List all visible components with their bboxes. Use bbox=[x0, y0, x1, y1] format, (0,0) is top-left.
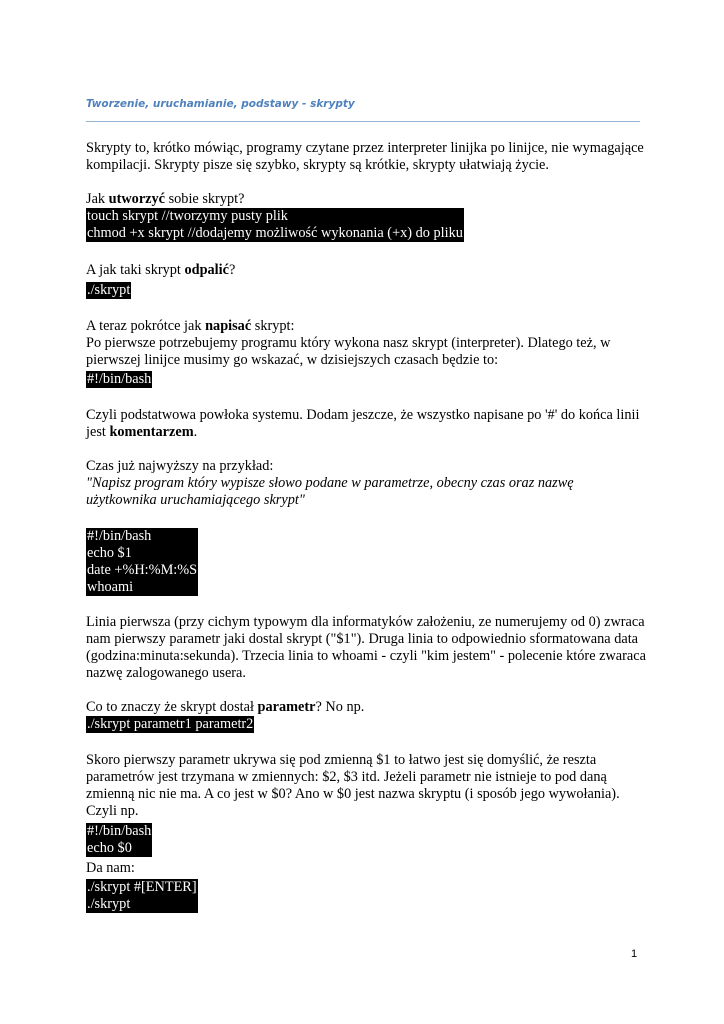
code-block-output bbox=[86, 879, 198, 913]
code-block-shebang bbox=[86, 371, 152, 388]
question-parameter-pre: Co to znaczy że skrypt dostał bbox=[86, 699, 258, 715]
example-intro: Czas już najwyższy na przykład: bbox=[86, 458, 274, 474]
code-line: chmod +x skrypt //dodajemy możliwość wykonania (+x) do pliku bbox=[87, 225, 463, 241]
variables-paragraph: Skoro pierwszy parametr ukrywa się pod zmienną $1 to łatwo jest się domyślić, że reszta parametrów jest trzymana w zmiennych: $2, $3 itd. Jeżeli parametr nie istnieje to pod daną zmienną nic nie ma. A co jest w $0? Ano w $0 jest nazwa skryptu (i sposób jego wywołania). Czyli np. bbox=[86, 752, 620, 819]
result-label: Da nam: bbox=[86, 860, 135, 876]
code-line: ./skrypt bbox=[86, 896, 198, 913]
code-line: date +%H:%M:%S bbox=[87, 562, 198, 578]
code-line: #!/bin/bash bbox=[86, 528, 198, 545]
question-run-post: ? bbox=[228, 262, 236, 278]
code-line: whoami bbox=[86, 579, 198, 596]
question-write bbox=[86, 318, 646, 335]
code-line: echo $1 bbox=[86, 545, 198, 562]
code-line: #!/bin/bash bbox=[87, 371, 152, 387]
code-line: #!/bin/bash bbox=[87, 823, 152, 839]
question-write-bold: napisać bbox=[205, 318, 252, 334]
question-parameter-bold: parametr bbox=[257, 699, 316, 715]
code-line: touch skrypt //tworzymy pusty plik bbox=[86, 208, 464, 225]
question-parameter bbox=[86, 699, 646, 716]
example-quote: "Napisz program który wypisze słowo podane w parametrze, obecny czas oraz nazwę użytkownika uruchamiającego skrypt" bbox=[86, 475, 574, 508]
comment-paragraph bbox=[86, 407, 646, 441]
code-block-echo0 bbox=[86, 823, 152, 857]
question-parameter-post: ? No np. bbox=[315, 699, 365, 715]
interpreter-paragraph: Po pierwsze potrzebujemy programu który wykona nasz skrypt (interpreter). Dlatego też, w pierwszej linijce musimy go wskazać, w dzisiejszych czasach będzie to: bbox=[86, 335, 611, 368]
code-line: ./skrypt parametr1 parametr2 bbox=[87, 716, 254, 732]
code-line: ./skrypt bbox=[87, 282, 131, 298]
comment-paragraph-post: . bbox=[193, 424, 198, 440]
explanation-paragraph: Linia pierwsza (przy cichym typowym dla informatyków założeniu, ze numerujemy od 0) zwraca nam pierwszy parametr jaki dostal skrypt ("$1"). Druga linia to odpowiednio sformatowana data (godzina:minuta:sekunda). Trzecia linia to whoami - czyli "kim jestem" - polecenie które zwaraca nazwę zalogowanego usera. bbox=[86, 614, 646, 681]
question-create bbox=[86, 191, 646, 208]
question-create-bold: utworzyć bbox=[108, 191, 166, 207]
question-write-post: skrypt: bbox=[251, 318, 295, 334]
comment-paragraph-pre: Czyli podstatwowa powłoka systemu. Dodam jeszcze, że wszystko napisane po '#' do końca linii jest bbox=[86, 407, 640, 440]
comment-paragraph-bold: komentarzem bbox=[109, 424, 194, 440]
code-block-create bbox=[86, 208, 464, 242]
question-create-pre: Jak bbox=[86, 191, 109, 207]
code-line: echo $0 bbox=[86, 840, 152, 857]
code-block-example bbox=[86, 528, 198, 596]
title-divider bbox=[86, 121, 640, 122]
page-title: Tworzenie, uruchamianie, podstawy - skrypty bbox=[86, 98, 355, 110]
question-write-pre: A teraz pokrótce jak bbox=[86, 318, 206, 334]
question-run bbox=[86, 262, 646, 279]
code-block-run bbox=[86, 282, 131, 299]
intro-paragraph: Skrypty to, krótko mówiąc, programy czytane przez interpreter linijka po linijce, nie wymagające kompilacji. Skrypty pisze się szybko, skrypty są krótkie, skrypty ułatwiają życie. bbox=[86, 140, 644, 173]
page-number: 1 bbox=[631, 948, 638, 960]
code-line: ./skrypt #[ENTER] bbox=[87, 879, 197, 895]
question-run-pre: A jak taki skrypt bbox=[86, 262, 185, 278]
code-block-parameters bbox=[86, 716, 254, 733]
question-run-bold: odpalić bbox=[184, 262, 229, 278]
question-create-post: sobie skrypt? bbox=[165, 191, 245, 207]
